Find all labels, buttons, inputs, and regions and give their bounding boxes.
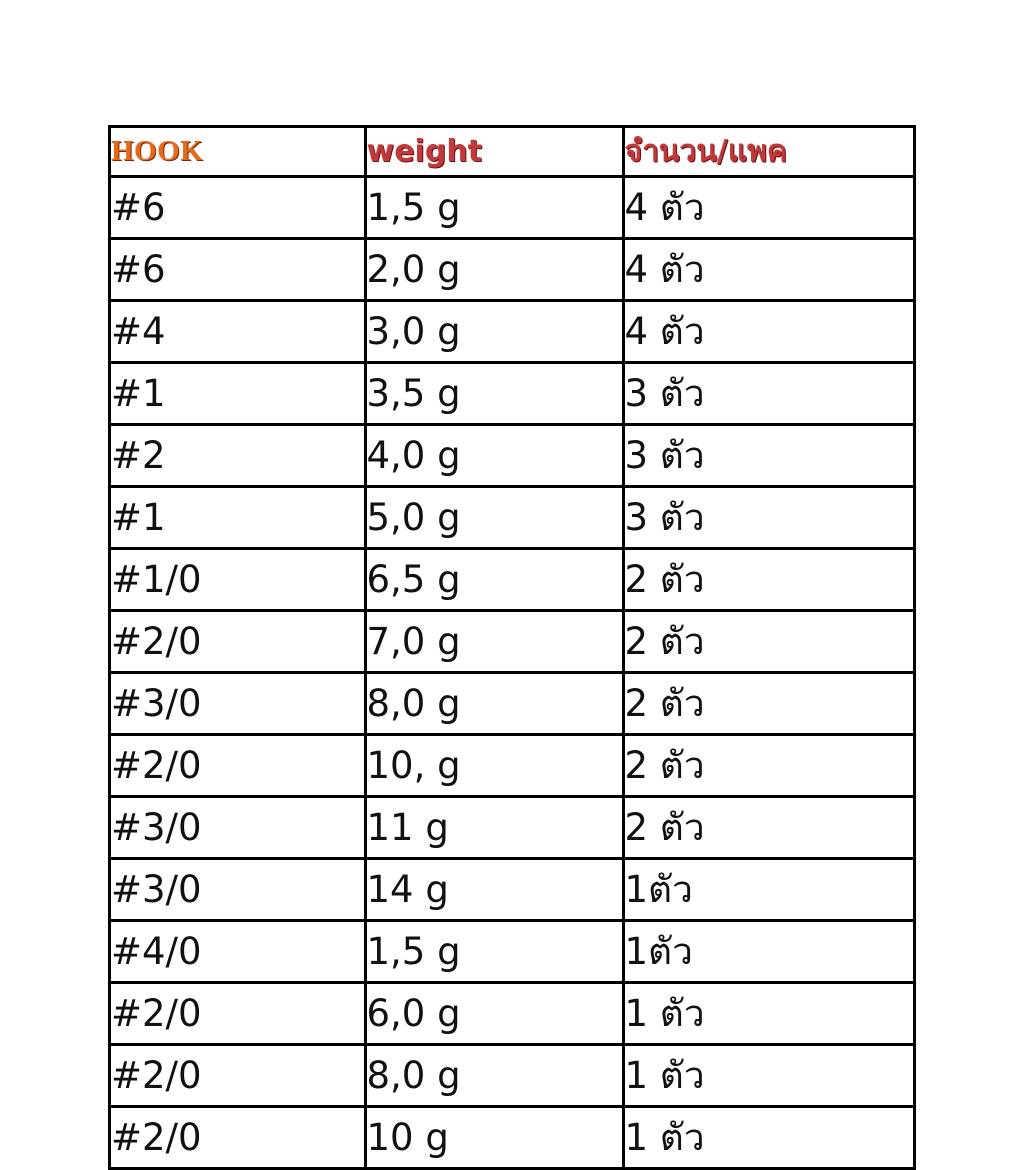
hook-weight-table (111, 128, 913, 1167)
quantity-cell: 4 ตัว (623, 301, 913, 363)
hook-cell: #2/0 (111, 735, 365, 797)
quantity-cell: 4 ตัว (623, 177, 913, 239)
table-row (111, 425, 913, 487)
table-row (111, 177, 913, 239)
quantity-cell: 2 ตัว (623, 673, 913, 735)
weight-cell: 10, g (365, 735, 623, 797)
hook-cell: #4 (111, 301, 365, 363)
table-row (111, 735, 913, 797)
quantity-cell: 2 ตัว (623, 797, 913, 859)
table-row (111, 611, 913, 673)
weight-cell: 8,0 g (365, 673, 623, 735)
weight-cell: 7,0 g (365, 611, 623, 673)
quantity-cell: 1ตัว (623, 921, 913, 983)
hook-cell: #4/0 (111, 921, 365, 983)
header-weight: weight (365, 128, 623, 177)
table-row (111, 1045, 913, 1107)
quantity-cell: 1ตัว (623, 859, 913, 921)
table-row (111, 859, 913, 921)
hook-cell: #2/0 (111, 1045, 365, 1107)
hook-cell: #2/0 (111, 1116, 202, 1159)
quantity-cell: 3 ตัว (623, 425, 913, 487)
weight-cell: 11 g (365, 797, 623, 859)
hook-cell: #3/0 (111, 797, 365, 859)
weight-cell: 4,0 g (365, 425, 623, 487)
table-row (111, 363, 913, 425)
table-header (111, 128, 913, 177)
quantity-cell: 4 ตัว (623, 239, 913, 301)
header-quantity-per-pack: จำนวน/แพค (623, 128, 913, 177)
hook-cell: #6 (111, 177, 365, 239)
table-row (111, 673, 913, 735)
weight-cell: 2,0 g (365, 239, 623, 301)
table-row (111, 921, 913, 983)
spec-table-frame (108, 125, 916, 1170)
weight-cell: 1,5 g (365, 177, 623, 239)
weight-cell: 3,0 g (365, 301, 623, 363)
weight-cell: 14 g (365, 859, 623, 921)
weight-cell: 8,0 g (365, 1045, 623, 1107)
table-row (111, 301, 913, 363)
hook-cell: #1 (111, 363, 365, 425)
weight-cell: 1,5 g (365, 921, 623, 983)
table-row (111, 487, 913, 549)
table-row (111, 797, 913, 859)
weight-cell: 10 g (365, 1107, 623, 1168)
hook-cell: #6 (111, 239, 365, 301)
header-row (111, 128, 913, 177)
weight-cell: 6,0 g (365, 983, 623, 1045)
table-row (111, 549, 913, 611)
weight-cell: 5,0 g (365, 487, 623, 549)
table-row (111, 239, 913, 301)
quantity-cell: 1 ตัว (623, 1107, 913, 1168)
hook-cell: #3/0 (111, 673, 365, 735)
hook-cell: #3/0 (111, 859, 365, 921)
quantity-cell: 2 ตัว (623, 549, 913, 611)
quantity-cell: 2 ตัว (623, 611, 913, 673)
table-row (111, 1107, 913, 1168)
table-row (111, 983, 913, 1045)
header-hook: HOOK (111, 128, 365, 177)
hook-cell: #2/0 (111, 611, 365, 673)
quantity-cell: 1 ตัว (623, 983, 913, 1045)
hook-cell: #2/0 (111, 983, 365, 1045)
quantity-cell: 2 ตัว (623, 735, 913, 797)
weight-cell: 3,5 g (365, 363, 623, 425)
weight-cell: 6,5 g (365, 549, 623, 611)
quantity-cell: 3 ตัว (623, 487, 913, 549)
hook-cell: #2 (111, 425, 365, 487)
hook-cell: #1 (111, 487, 365, 549)
quantity-cell: 3 ตัว (623, 363, 913, 425)
table-body (111, 177, 913, 1168)
quantity-cell: 1 ตัว (623, 1045, 913, 1107)
hook-cell: #1/0 (111, 549, 365, 611)
